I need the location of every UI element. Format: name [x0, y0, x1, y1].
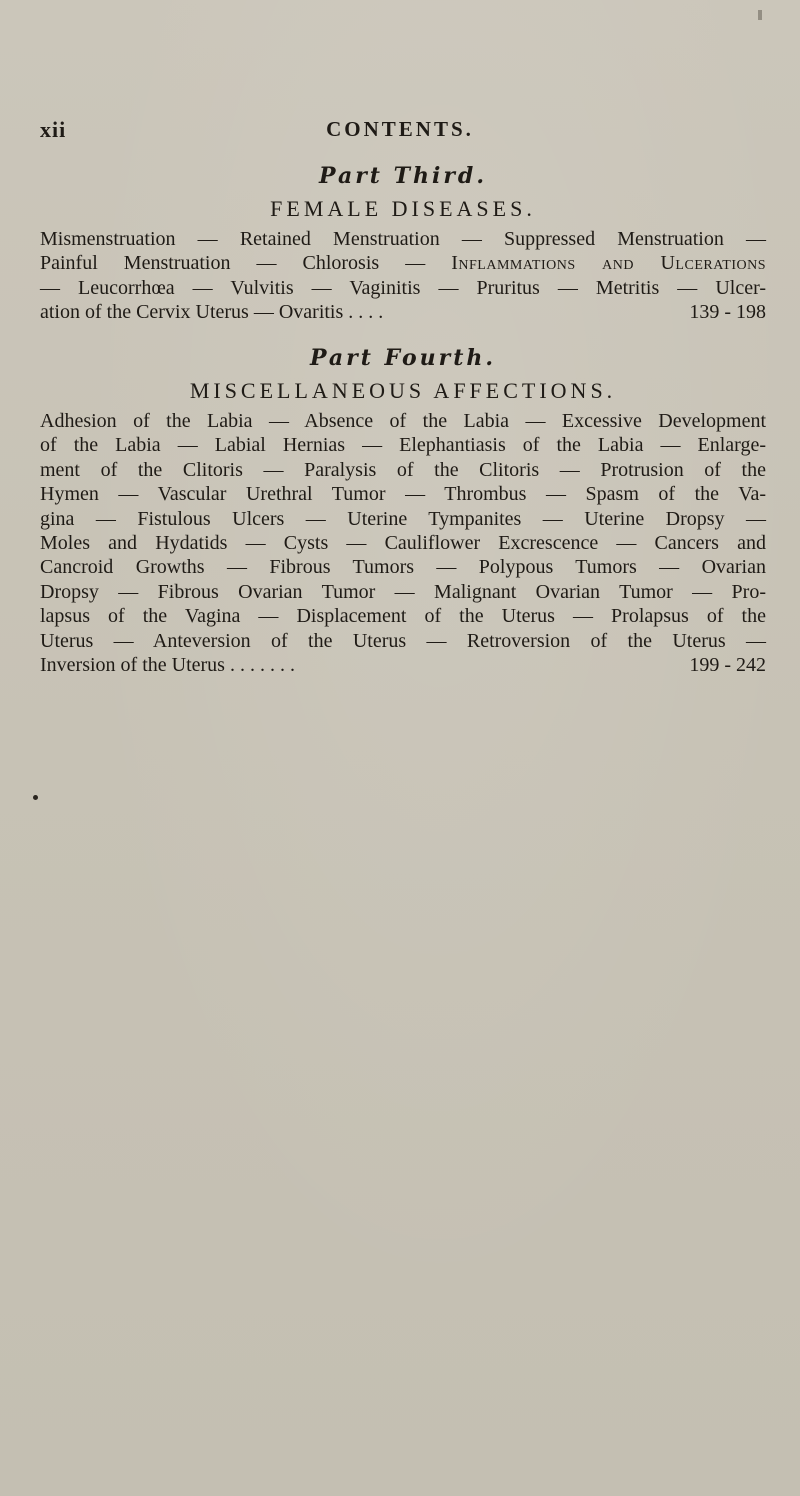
- part-fourth-section: [40, 342, 766, 677]
- contents-last-line: [40, 300, 766, 324]
- contents-line: Dropsy — Fibrous Ovarian Tumor — Malignant Ovarian Tumor — Pro-: [40, 580, 766, 603]
- contents-line: of the Labia — Labial Hernias — Elephantiasis of the Labia — Enlarge-: [40, 434, 766, 457]
- contents-line: Hymen — Vascular Urethral Tumor — Thrombus — Spasm of the Va-: [40, 483, 766, 506]
- contents-last-line: [40, 653, 766, 677]
- contents-line: Uterus — Anteversion of the Uterus — Retroversion of the Uterus —: [40, 629, 766, 652]
- part-third-title: FEMALE DISEASES.: [270, 196, 536, 221]
- corner-mark: [758, 10, 762, 20]
- running-head: CONTENTS.: [326, 117, 474, 141]
- margin-mark: [33, 795, 38, 800]
- contents-line: Mismenstruation — Retained Menstruation — Suppressed Menstruation —: [40, 228, 766, 250]
- contents-line: gina — Fistulous Ulcers — Uterine Tympanites — Uterine Dropsy —: [40, 507, 766, 530]
- contents-line-text: Inversion of the Uterus . . . . . . .: [40, 654, 295, 677]
- contents-line: Moles and Hydatids — Cysts — Cauliflower Excrescence — Cancers and: [40, 532, 766, 555]
- part-third-contents: [40, 227, 766, 325]
- part-third-label: Part Third.: [319, 163, 487, 189]
- contents-line: lapsus of the Vagina — Displacement of the Uterus — Prolapsus of the: [40, 605, 766, 628]
- part-fourth-label: Part Fourth.: [309, 345, 497, 371]
- contents-line: ment of the Clitoris — Paralysis of the Clitoris — Protrusion of the: [40, 458, 766, 481]
- contents-line: Cancroid Growths — Fibrous Tumors — Polypous Tumors — Ovarian: [40, 556, 766, 579]
- page-header: [0, 117, 800, 147]
- part-fourth-title: MISCELLANEOUS AFFECTIONS.: [189, 378, 617, 403]
- contents-line: — Leucorrhœa — Vulvitis — Vaginitis — Pruritus — Metritis — Ulcer-: [40, 276, 766, 299]
- contents-line-text: ation of the Cervix Uterus — Ovaritis . . . .: [40, 301, 384, 324]
- contents-line-text: Painful Menstruation — Chlorosis —: [40, 252, 452, 275]
- page-range: 139 - 198: [689, 301, 766, 324]
- contents-line: [40, 251, 766, 275]
- contents-line: Adhesion of the Labia — Absence of the Labia — Excessive Development: [40, 410, 766, 432]
- contents-smallcaps-heading: Inflammations and Ulcerations: [451, 252, 766, 275]
- part-third-section: [40, 160, 766, 325]
- page-range: 199 - 242: [689, 654, 766, 677]
- page-number: xii: [40, 117, 67, 142]
- part-fourth-contents: [40, 409, 766, 677]
